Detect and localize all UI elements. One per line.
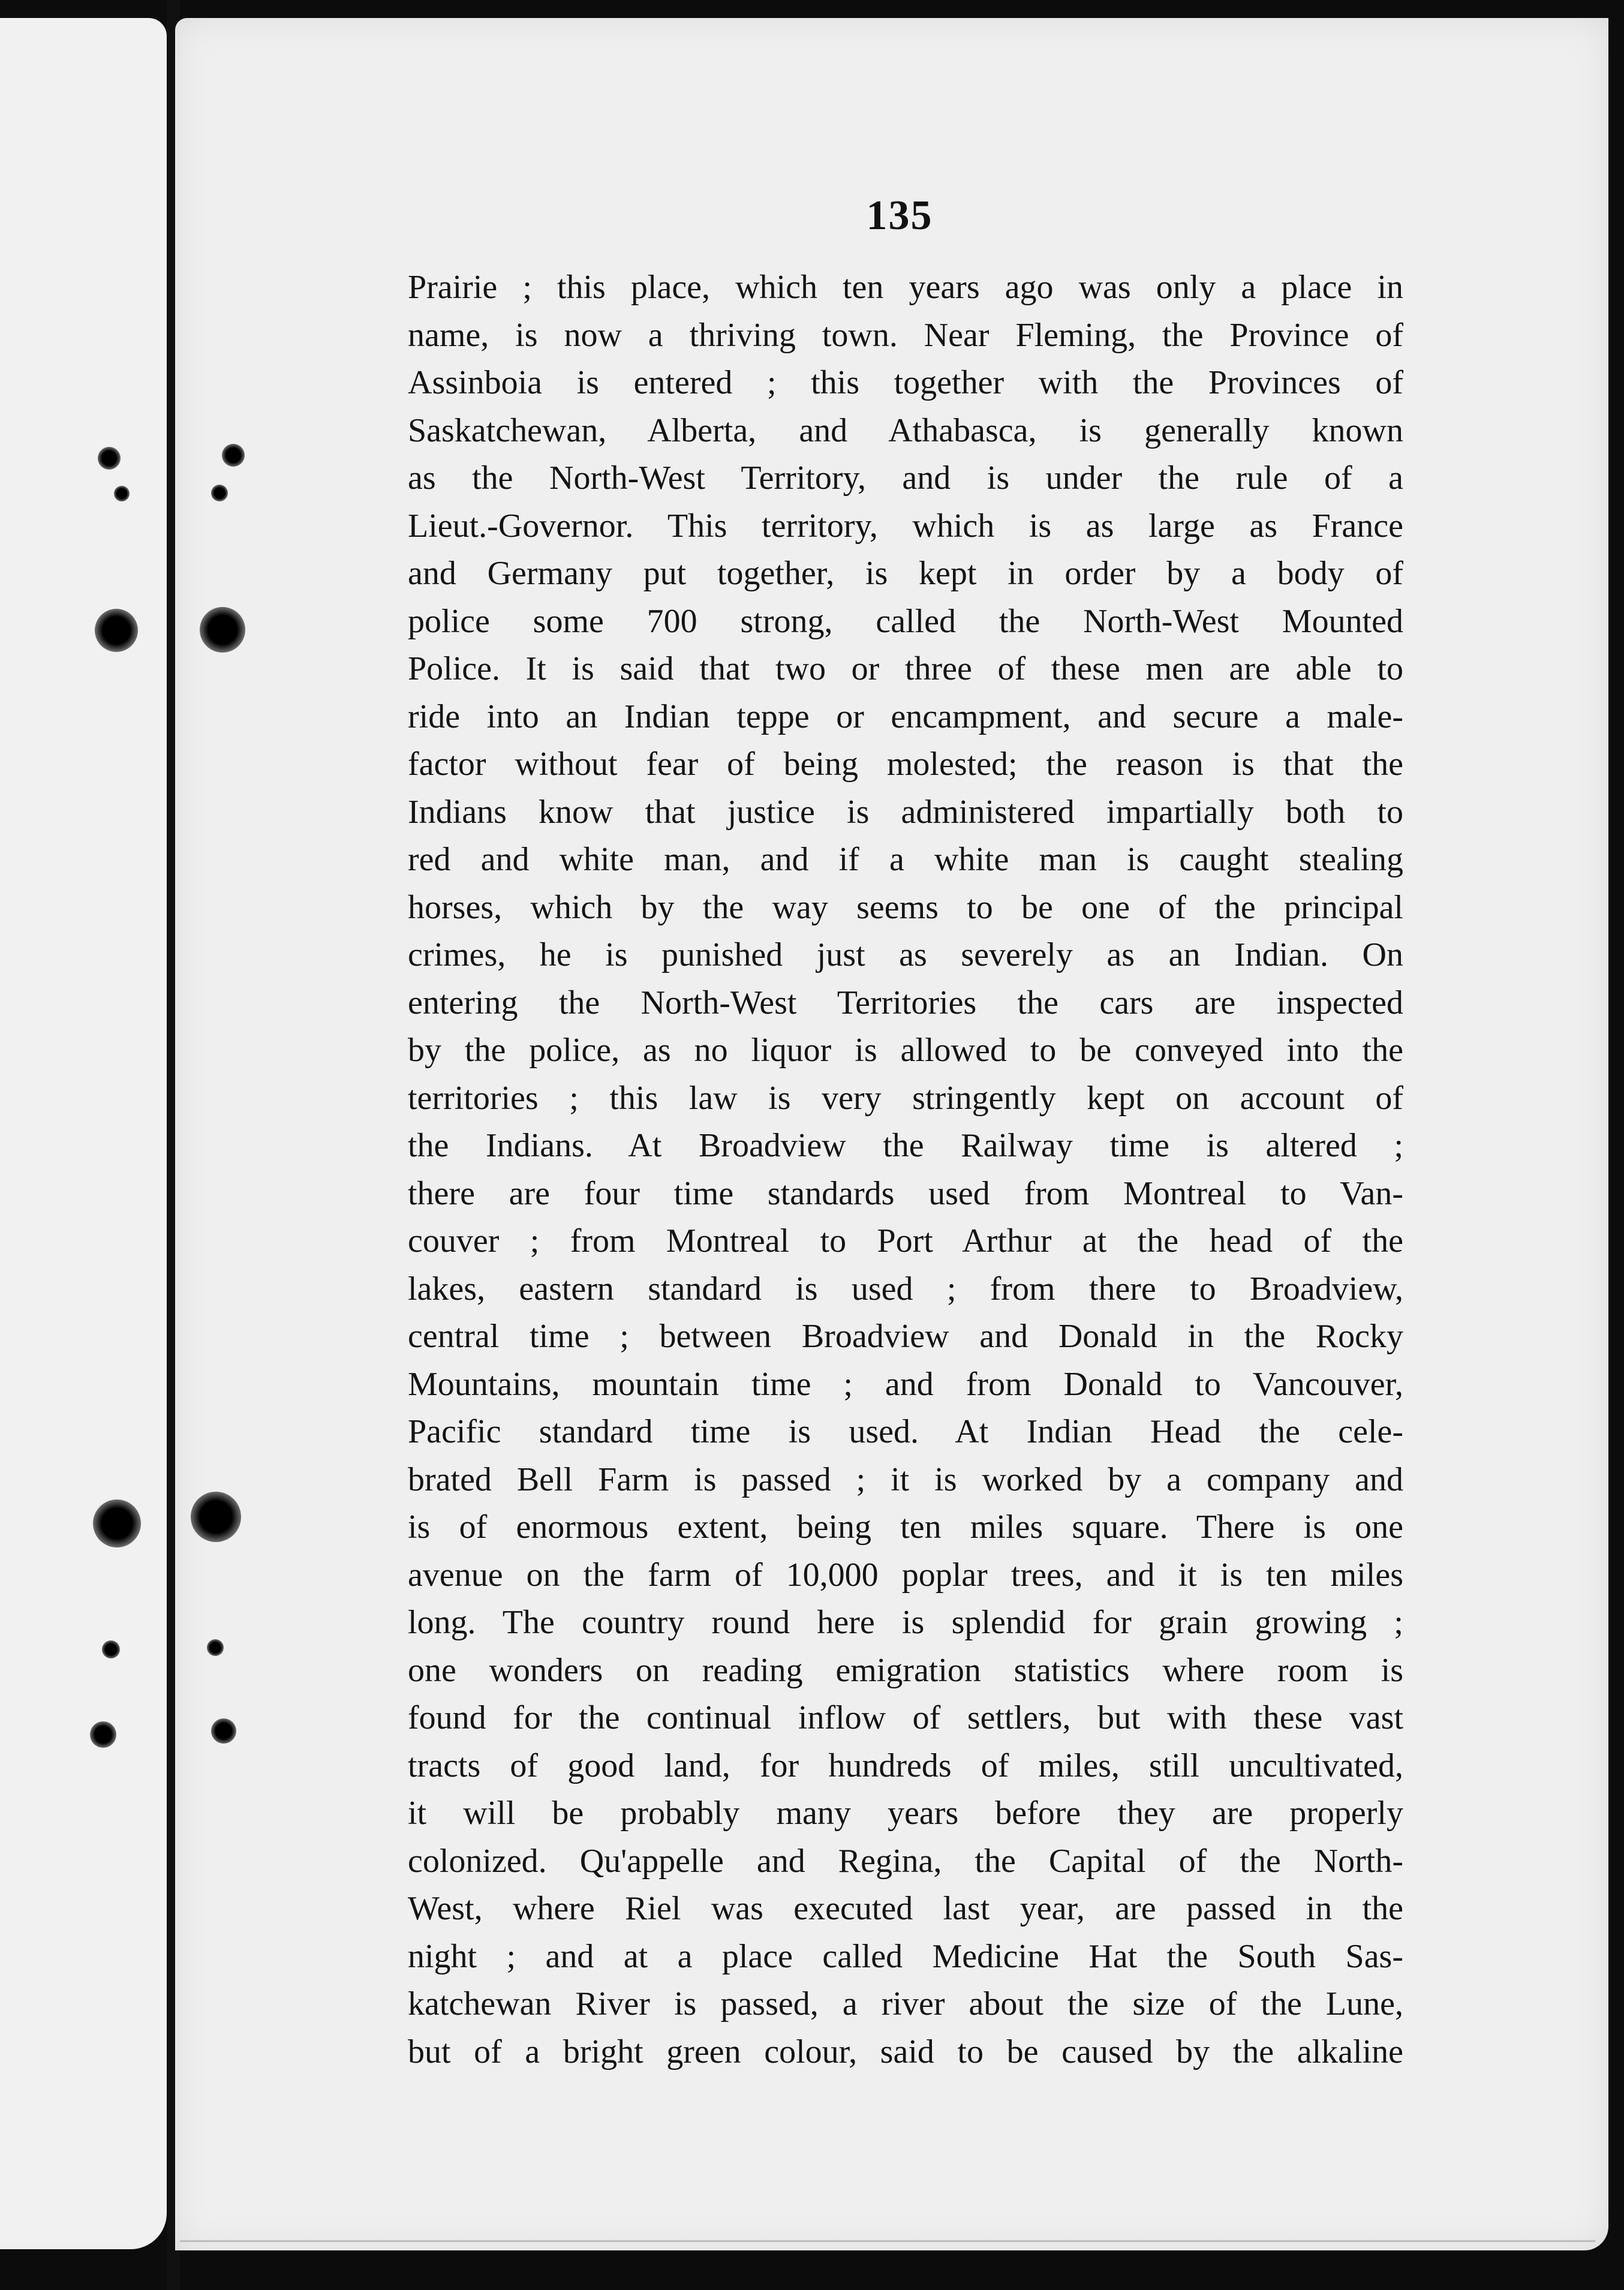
text-line: West, where Riel was executed last year, are passed in the <box>408 1890 1403 1927</box>
text-line: found for the continual inflow of settlers, but with these vast <box>408 1699 1403 1736</box>
text-line: as the North-West Territory, and is under the rule of a <box>408 459 1403 497</box>
page-bottom-edge <box>180 2240 1595 2248</box>
text-line: central time ; between Broadview and Donald in the Rocky <box>408 1318 1403 1355</box>
page-number: 135 <box>866 193 933 239</box>
text-line: by the police, as no liquor is allowed to be conveyed into the <box>408 1032 1403 1069</box>
text-line: couver ; from Montreal to Port Arthur at the head of the <box>408 1222 1403 1260</box>
text-line: avenue on the farm of 10,000 poplar trees, and it is ten miles <box>408 1556 1403 1594</box>
binding-hole <box>211 485 228 501</box>
text-line: one wonders on reading emigration statistics where room is <box>408 1651 1403 1689</box>
text-line: factor without fear of being molested; the reason is that the <box>408 746 1403 783</box>
text-line: horses, which by the way seems to be one of the principal <box>408 888 1403 926</box>
binding-hole <box>207 1639 224 1656</box>
binding-hole <box>102 1640 120 1658</box>
binding-hole <box>95 609 138 652</box>
text-line: it will be probably many years before they are properly <box>408 1795 1403 1832</box>
binding-hole <box>191 1492 241 1542</box>
text-line: Assinboia is entered ; this together with the Provinces of <box>408 364 1403 401</box>
binding-hole <box>90 1721 116 1748</box>
binding-hole <box>114 486 130 501</box>
binding-hole <box>200 607 245 653</box>
binding-hole <box>222 444 245 467</box>
text-line: brated Bell Farm is passed ; it is worked by a company and <box>408 1460 1403 1498</box>
text-line: is of enormous extent, being ten miles square. There is one <box>408 1508 1403 1546</box>
text-line: name, is now a thriving town. Near Fleming, the Province of <box>408 316 1403 354</box>
text-line: long. The country round here is splendid for grain growing ; <box>408 1604 1403 1641</box>
text-line: Pacific standard time is used. At Indian Head the cele- <box>408 1413 1403 1450</box>
text-line: night ; and at a place called Medicine Hat the South Sas- <box>408 1937 1403 1975</box>
text-line: Indians know that justice is administered impartially both to <box>408 793 1403 831</box>
binding-hole <box>93 1499 141 1547</box>
binding-hole <box>211 1718 236 1744</box>
text-line: entering the North-West Territories the cars are inspected <box>408 984 1403 1021</box>
text-line: red and white man, and if a white man is caught stealing <box>408 841 1403 878</box>
text-line: tracts of good land, for hundreds of miles, still uncultivated, <box>408 1747 1403 1784</box>
text-line: police some 700 strong, called the North-West Mounted <box>408 602 1403 640</box>
text-line: Saskatchewan, Alberta, and Athabasca, is generally known <box>408 411 1403 449</box>
text-line: lakes, eastern standard is used ; from there to Broadview, <box>408 1270 1403 1308</box>
text-line: Police. It is said that two or three of these men are able to <box>408 650 1403 687</box>
text-line: Mountains, mountain time ; and from Donald to Vancouver, <box>408 1365 1403 1403</box>
text-line: crimes, he is punished just as severely as an Indian. On <box>408 936 1403 973</box>
text-line: territories ; this law is very stringently kept on account of <box>408 1079 1403 1117</box>
left-page-edge <box>0 18 167 2249</box>
page-body-text <box>408 264 1403 2076</box>
text-line: the Indians. At Broadview the Railway time is altered ; <box>408 1127 1403 1164</box>
text-line: there are four time standards used from Montreal to Van- <box>408 1174 1403 1212</box>
text-line: ride into an Indian teppe or encampment, and secure a male- <box>408 698 1403 735</box>
text-line: and Germany put together, is kept in order by a body of <box>408 555 1403 592</box>
text-line: Lieut.-Governor. This territory, which is as large as France <box>408 507 1403 545</box>
text-line: katchewan River is passed, a river about the size of the Lune, <box>408 1985 1403 2022</box>
binding-hole <box>98 447 121 470</box>
text-line: but of a bright green colour, said to be caused by the alkaline <box>408 2033 1403 2070</box>
text-line: colonized. Qu'appelle and Regina, the Capital of the North- <box>408 1842 1403 1880</box>
text-line: Prairie ; this place, which ten years ago was only a place in <box>408 269 1403 306</box>
